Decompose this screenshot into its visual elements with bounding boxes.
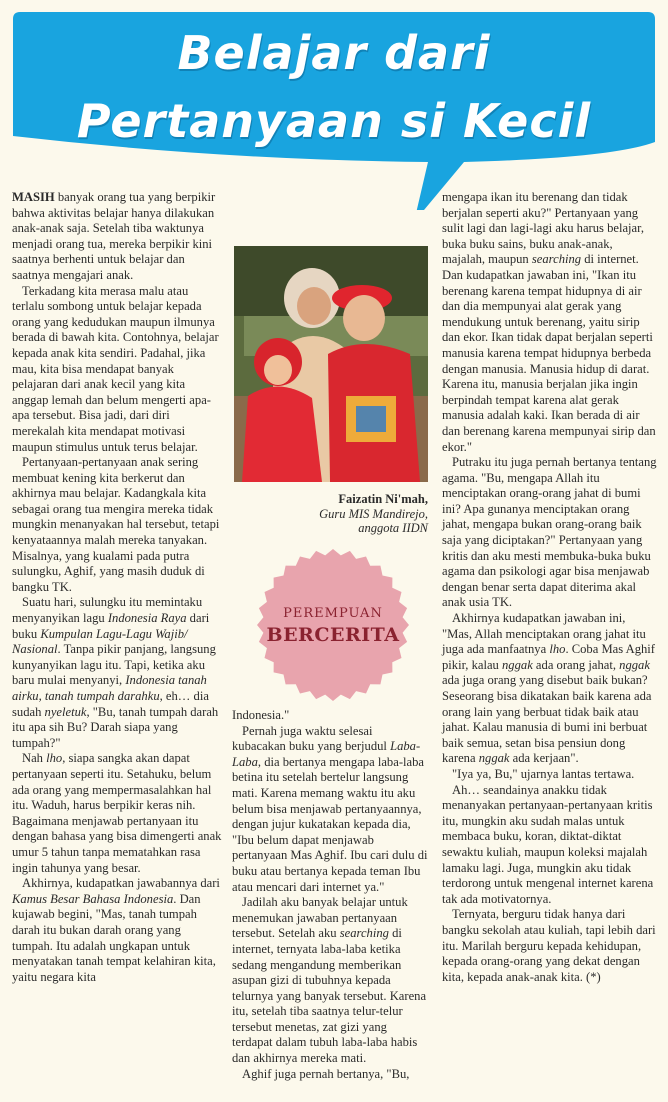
paragraph: Akhirnya, kudapatkan jawabannya dari Kamus Besar Bahasa Indonesia. Dan kujawab begini, "Mas, tanah tumpah darah itu bukan darah orang yang tumpah. Itu adalah ungkapan untuk menyatakan tanah tempat kelahiran kita, yaitu negara kita xyxy=(12,876,220,984)
paragraph: mengapa ikan itu berenang dan tidak berjalan seperti aku?" Pertanyaan yang sulit lagi dan lagi-lagi aku harus belajar, buka buku sains, buku anak-anak, majalah, maupun searching di internet. Dan kudapatkan jawaban ini, "Ikan itu berenang karena tempat hidupnya di air dan dia mempunyai alat gerak yang mendukung untuk berenang, yaitu sirip dan ekor. Ikan tidak dapat berjalan seperti manusia karena tempat hidupnya berbeda dengan manusia. Manusia hidup di darat. Karena itu, manusia berjalan jika ingin berpindah tempat karena alat gerak manusia adalah kaki. Ikan berada di air dan berenang karena mempunyai sirip dan ekor." xyxy=(442,190,656,454)
paragraph: Suatu hari, sulungku itu memintaku menyanyikan lagu Indonesia Raya dari buku Kumpulan Lagu-Lagu Wajib/ Nasional. Tanpa pikir panjang, langsung kunyanyikan lagu itu. Tapi, ketika aku baru mulai menyanyi, Indonesia tanah airku, tanah tumpah darahku, eh… dia sudah nyeletuk, "Bu, tanah tumpah darah itu apa sih Bu? Darah siapa yang tumpah?" xyxy=(12,595,219,750)
title-line-1: Belajar dari xyxy=(177,26,491,80)
paragraph: Aghif juga pernah bertanya, "Bu, xyxy=(242,1066,410,1081)
paragraph: "Iya ya, Bu," ujarnya lantas tertawa. xyxy=(452,766,635,781)
badge-line-1: PEREMPUAN xyxy=(283,606,383,621)
badge-line-2: BERCERITA xyxy=(266,624,400,646)
title-line-2: Pertanyaan si Kecil xyxy=(76,94,592,148)
caption-role: Guru MIS Mandirejo, xyxy=(319,506,428,521)
paragraph: MASIH banyak orang tua yang berpikir bahwa aktivitas belajar hanya dilakukan anak-anak saja. Setelah tiba waktunya menjadi orang tua, mereka berpikir kini saatnya berhenti untuk belajar dan saatnya mengajari anak. xyxy=(12,190,216,282)
photo-caption xyxy=(234,492,428,536)
lead-word: MASIH xyxy=(12,190,55,204)
caption-name: Faizatin Ni'mah, xyxy=(338,492,428,506)
article-column-3 xyxy=(442,190,658,985)
author-photo xyxy=(234,246,428,482)
title-bubble xyxy=(12,10,656,170)
paragraph: Terkadang kita merasa malu atau terlalu sombong untuk belajar kepada orang yang kedudukan maupun ilmunya berada di bawah kita. Contohnya, belajar kepada anak kita sendiri. Padahal, jika mau, kita bisa mendapat banyak pelajaran dari anak kecil yang kita anggap lemah dan belum mengerti apa-apa tersebut. Bisa jadi, dari diri merekalah kita mendapat motivasi maupun stimulus untuk terus belajar. xyxy=(12,283,219,454)
paragraph: Ternyata, berguru tidak hanya dari bangku sekolah atau kuliah, tapi lebih dari itu. Marilah berguru kepada kehidupan, kepada orang-orang yang dekat dengan kita, kepada anak-anak kita. (*) xyxy=(442,907,656,984)
caption-affiliation: anggota IIDN xyxy=(358,521,428,535)
paragraph: Indonesia." xyxy=(232,708,290,722)
paragraph: Ah… seandainya anakku tidak menanyakan pertanyaan-pertanyaan kritis itu, mungkin aku sudah malas untuk membaca buku, koran, diktat-diktat sewaktu kuliah, maupun koleksi majalah lamaku lagi. Juga, mungkin aku tidak terdorong untuk mengenal internet karena tak ada motivatornya. xyxy=(442,782,654,906)
paragraph: Jadilah aku banyak belajar untuk menemukan jawaban pertanyaan tersebut. Setelah aku searching di internet, ternyata laba-laba ketika sedang mengandung memberikan asupan gizi di tubuhnya kepada telurnya yang banyak tersebut. Karena itu, setelah tiba saatnya telur-telur tersebut menetas, zat gizi yang terdapat dalam tubuh laba-laba habis dan akhirnya mereka mati. xyxy=(232,895,427,1066)
article-column-2 xyxy=(232,708,428,1082)
paragraph: Pernah juga waktu selesai kubacakan buku yang berjudul Laba-Laba, dia bertanya mengapa laba-laba betina itu setelah bertelur langsung mati. Karena memang waktu itu aku belum bisa menjawab pertanyaannya, dengan jujur kukatakan kepada dia, "Ibu belum dapat menjawab pertanyaan Mas Aghif. Ibu cari dulu di buku atau bertanya kepada teman Ibu atau mencari dari internet ya." xyxy=(232,723,428,894)
paragraph: Putraku itu juga pernah bertanya tentang agama. "Bu, mengapa Allah itu menciptakan orang-orang jahat di bumi ini? Apa gunanya menciptakan orang jahat, mengapa bukan orang-orang baik saja yang diciptakan?" Pertanyaan yang kritis dan aku mesti membuka-buka buku agama dan psikologi agar bisa menjawab dengan benar serta dapat diterima akal anak usia TK. xyxy=(442,455,657,610)
column-badge xyxy=(256,548,410,702)
paragraph: Nah lho, siapa sangka akan dapat pertanyaan seperti itu. Setahuku, belum ada orang yang mempermasalahkan hal itu. Waduh, harus berpikir keras nih. Bagaimana menjawab pertanyaan itu dengan bahasa yang bisa dimengerti anak umur 5 tahun tanpa mematahkan rasa ingin tahunya yang besar. xyxy=(12,751,222,875)
paragraph: Akhirnya kudapatkan jawaban ini, "Mas, Allah menciptakan orang jahat itu juga ada manfaatnya lho. Coba Mas Aghif pikir, kalau nggak ada orang jahat, nggak ada juga orang yang disebut baik bukan? Seseorang bisa dikatakan baik karena ada orang lain yang berbuat tidak baik atau jahat. Kalau manusia di bumi ini berbuat baik semua, setan bisa pensiun dong karena nggak ada kerjaan". xyxy=(442,611,655,766)
paragraph: Pertanyaan-pertanyaan anak sering membuat kening kita berkerut dan akhirnya mau belajar. Kadangkala kita sebagai orang tua mengira mereka tidak mungkin menanyakan hal tersebut, tetapi kenyataannya malah mereka tanyakan. Misalnya, yang kualami pada putra sulungku, Aghif, yang masih duduk di bangku TK. xyxy=(12,455,220,594)
article-column-1 xyxy=(12,190,222,985)
